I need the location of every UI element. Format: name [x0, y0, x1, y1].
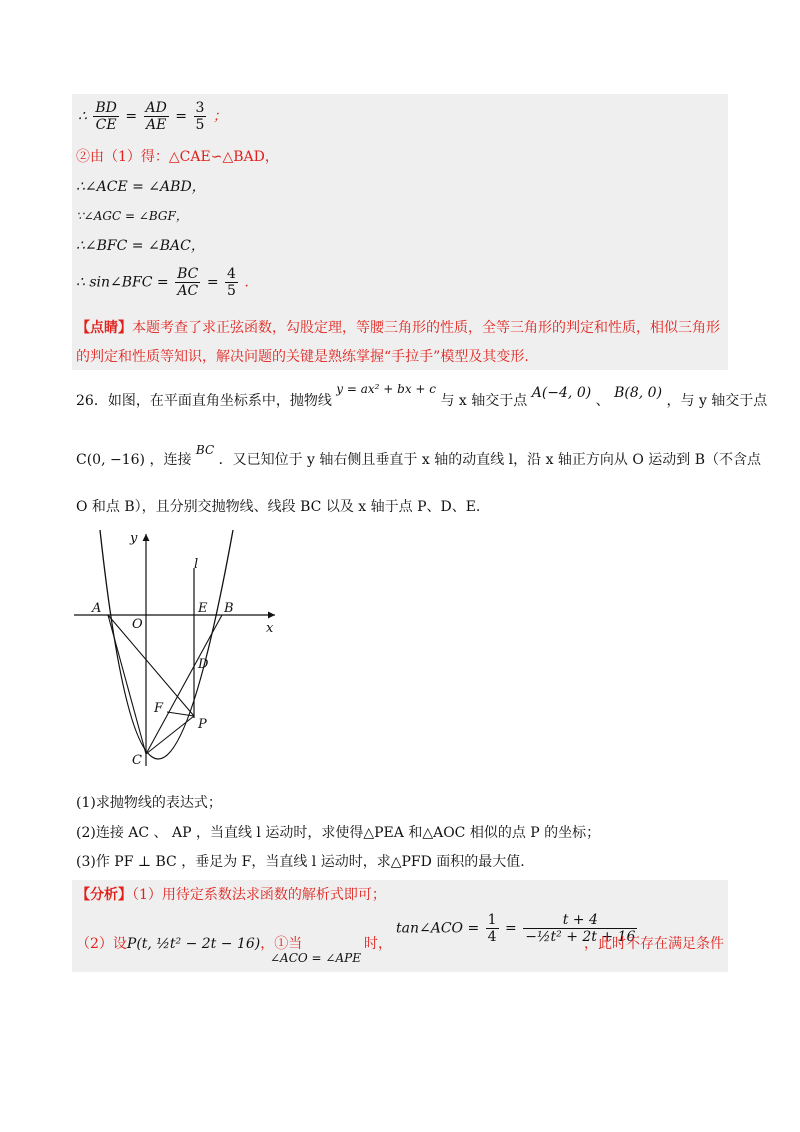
label-x: x: [266, 621, 274, 636]
fraction-bd-ce: $\frac{BD}{CE}$: [95, 100, 117, 133]
question-3: (3)作 PF ⊥ BC ，垂足为 F，当直线 l 运动时，求△PFD 面积的最大值.: [76, 854, 525, 870]
parabola-curve: [100, 530, 233, 759]
problem-line-2: C(0, −16) ，连接 BC ．又已知位于 y 轴右侧且垂直于 x 轴的动直线 l，沿 x 轴正方向从 O 运动到 B（不含点: [76, 443, 762, 468]
problem-line-3: O 和点 B），且分别交抛物线、线段 BC 以及 x 轴于点 P、D、E.: [76, 499, 481, 515]
label-l: l: [194, 557, 199, 572]
solution-line-1: ∴ $\frac{BD}{CE}$ = $\frac{AD}{AE}$ = $\frac{3}{5}$ ；: [78, 100, 227, 133]
segment-cp: [146, 716, 194, 754]
fraction-4-5: $\frac{4}{5}$: [227, 266, 236, 299]
fraction-bc-ac: $\frac{BC}{AC}$: [177, 266, 199, 299]
analysis-line-2-end: ，此时不存在满足条件: [584, 936, 724, 952]
fraction-3-5: $\frac{3}{5}$: [195, 100, 205, 133]
label-c: C: [132, 753, 142, 768]
label-y: y: [130, 531, 138, 546]
analysis-when: 时，: [364, 936, 392, 952]
label-p: P: [198, 717, 207, 732]
comment-line-2: 的判定和性质等知识，解决问题的关键是熟练掌握“手拉手”模型及其变形.: [76, 349, 529, 365]
label-o: O: [132, 617, 143, 632]
label-e: E: [198, 601, 208, 616]
solution-line-3: ∴∠ACE = ∠ABD，: [76, 179, 206, 195]
solution-line-6: ∴ sin∠BFC = $\frac{BC}{AC}$ = $\frac{4}{5}$ .: [76, 266, 249, 299]
solution-line-4: ∵∠AGC = ∠BGF，: [76, 209, 188, 223]
label-d: D: [198, 657, 209, 672]
fraction-1-4: $\frac{1}{4}$: [487, 912, 497, 945]
comment-line-1: 【点睛】本题考查了求正弦函数，勾股定理，等腰三角形的性质，全等三角形的判定和性质，相似三角形: [76, 320, 720, 336]
segment-bc: [146, 615, 222, 754]
parabola-figure: [70, 528, 290, 778]
segment-ap: [108, 615, 194, 716]
label-b: B: [224, 601, 234, 616]
question-1: (1)求抛物线的表达式；: [76, 795, 222, 811]
analysis-angle-condition: ∠ACO = ∠APE: [270, 951, 361, 965]
analysis-line-2: （2）设P(t, ½t² − 2t − 16)，①当: [76, 936, 303, 952]
label-f: F: [154, 701, 164, 716]
fraction-ad-ae: $\frac{AD}{AE}$: [145, 100, 167, 133]
label-a: A: [92, 601, 102, 616]
analysis-line-1: 【分析】（1）用待定系数法求函数的解析式即可；: [76, 887, 386, 903]
problem-line-1: 26．如图，在平面直角坐标系中，抛物线 y = ax² + bx + c 与 x 轴交于点 A(−4, 0) 、 B(8, 0) ，与 y 轴交于点: [76, 382, 768, 409]
analysis-tan-expression: tan∠ACO = $\frac{1}{4}$ = $\frac{t + 4}{\text{−½t² + 2t + 16}}$: [396, 912, 636, 945]
solution-line-5: ∴∠BFC = ∠BAC，: [76, 238, 205, 254]
solution-line-2: ②由（1）得：△CAE∽△BAD，: [76, 149, 279, 165]
segment-ac: [108, 615, 146, 754]
question-2: (2)连接 AC 、 AP ，当直线 l 运动时，求使得△PEA 和△AOC 相似的点 P 的坐标；: [76, 825, 601, 841]
fraction-t-expression: $\frac{t + 4}{\text{−½t² + 2t + 16}}$: [525, 912, 636, 945]
